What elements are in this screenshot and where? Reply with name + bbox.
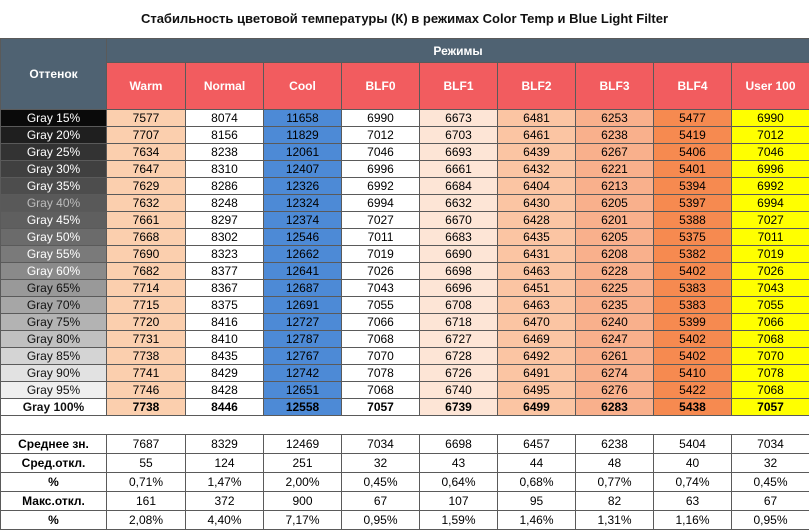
table-row bbox=[1, 348, 809, 365]
cell-normal: 8410 bbox=[186, 331, 264, 348]
cell-blf3: 6221 bbox=[576, 161, 654, 178]
stat-cell-blf1: 0,64% bbox=[420, 473, 498, 492]
color-temperature-table bbox=[0, 38, 809, 530]
stat-cell-blf4: 40 bbox=[654, 454, 732, 473]
row-label: Gray 85% bbox=[1, 348, 107, 365]
stat-cell-warm: 55 bbox=[107, 454, 186, 473]
cell-normal: 8248 bbox=[186, 195, 264, 212]
cell-warm: 7738 bbox=[107, 348, 186, 365]
cell-cool: 12324 bbox=[264, 195, 342, 212]
cell-blf2: 6461 bbox=[498, 127, 576, 144]
cell-warm: 7690 bbox=[107, 246, 186, 263]
stat-cell-cool: 2,00% bbox=[264, 473, 342, 492]
stat-cell-blf4: 63 bbox=[654, 492, 732, 511]
stat-cell-cool: 251 bbox=[264, 454, 342, 473]
cell-cool: 12374 bbox=[264, 212, 342, 229]
cell-blf0: 7019 bbox=[342, 246, 420, 263]
cell-blf0: 6992 bbox=[342, 178, 420, 195]
cell-user-100: 7011 bbox=[732, 229, 809, 246]
stat-cell-normal: 4,40% bbox=[186, 511, 264, 530]
stat-cell-blf2: 6457 bbox=[498, 435, 576, 454]
cell-blf0: 7078 bbox=[342, 365, 420, 382]
column-header-warm: Warm bbox=[107, 63, 186, 110]
stat-cell-blf2: 95 bbox=[498, 492, 576, 511]
cell-blf3: 6276 bbox=[576, 382, 654, 399]
cell-user-100: 7070 bbox=[732, 348, 809, 365]
cell-warm: 7738 bbox=[107, 399, 186, 416]
stat-cell-blf0: 32 bbox=[342, 454, 420, 473]
table-row bbox=[1, 314, 809, 331]
cell-blf1: 6661 bbox=[420, 161, 498, 178]
cell-user-100: 6992 bbox=[732, 178, 809, 195]
cell-blf0: 7068 bbox=[342, 382, 420, 399]
cell-cool: 12742 bbox=[264, 365, 342, 382]
cell-blf4: 5388 bbox=[654, 212, 732, 229]
cell-user-100: 7019 bbox=[732, 246, 809, 263]
row-label: Gray 55% bbox=[1, 246, 107, 263]
column-header-blf0: BLF0 bbox=[342, 63, 420, 110]
table-row bbox=[1, 297, 809, 314]
cell-blf2: 6470 bbox=[498, 314, 576, 331]
cell-normal: 8156 bbox=[186, 127, 264, 144]
table-row bbox=[1, 382, 809, 399]
cell-warm: 7715 bbox=[107, 297, 186, 314]
cell-blf1: 6727 bbox=[420, 331, 498, 348]
cell-cool: 12787 bbox=[264, 331, 342, 348]
cell-blf0: 7068 bbox=[342, 331, 420, 348]
cell-warm: 7632 bbox=[107, 195, 186, 212]
column-header-blf3: BLF3 bbox=[576, 63, 654, 110]
cell-user-100: 6994 bbox=[732, 195, 809, 212]
cell-blf0: 7057 bbox=[342, 399, 420, 416]
stat-cell-blf3: 0,77% bbox=[576, 473, 654, 492]
row-label: Gray 70% bbox=[1, 297, 107, 314]
cell-user-100: 7043 bbox=[732, 280, 809, 297]
cell-blf1: 6683 bbox=[420, 229, 498, 246]
cell-user-100: 7055 bbox=[732, 297, 809, 314]
cell-blf2: 6491 bbox=[498, 365, 576, 382]
table-row bbox=[1, 195, 809, 212]
cell-warm: 7661 bbox=[107, 212, 186, 229]
cell-cool: 12727 bbox=[264, 314, 342, 331]
stat-cell-blf2: 44 bbox=[498, 454, 576, 473]
table-row bbox=[1, 144, 809, 161]
cell-blf4: 5419 bbox=[654, 127, 732, 144]
cell-blf2: 6439 bbox=[498, 144, 576, 161]
cell-warm: 7731 bbox=[107, 331, 186, 348]
row-label: Gray 45% bbox=[1, 212, 107, 229]
cell-blf2: 6428 bbox=[498, 212, 576, 229]
cell-blf2: 6481 bbox=[498, 110, 576, 127]
stat-cell-blf4: 0,74% bbox=[654, 473, 732, 492]
statistics-rows bbox=[1, 435, 809, 530]
cell-blf2: 6430 bbox=[498, 195, 576, 212]
cell-normal: 8302 bbox=[186, 229, 264, 246]
row-label: Gray 15% bbox=[1, 110, 107, 127]
cell-blf2: 6435 bbox=[498, 229, 576, 246]
row-label: Gray 100% bbox=[1, 399, 107, 416]
cell-user-100: 7057 bbox=[732, 399, 809, 416]
cell-blf3: 6235 bbox=[576, 297, 654, 314]
stat-cell-blf3: 1,31% bbox=[576, 511, 654, 530]
cell-blf1: 6726 bbox=[420, 365, 498, 382]
stat-cell-warm: 7687 bbox=[107, 435, 186, 454]
cell-cool: 12061 bbox=[264, 144, 342, 161]
row-label: Gray 95% bbox=[1, 382, 107, 399]
cell-blf2: 6404 bbox=[498, 178, 576, 195]
stat-label: % bbox=[1, 473, 107, 492]
stat-cell-blf0: 0,45% bbox=[342, 473, 420, 492]
cell-blf1: 6708 bbox=[420, 297, 498, 314]
cell-cool: 12662 bbox=[264, 246, 342, 263]
row-label: Gray 30% bbox=[1, 161, 107, 178]
cell-normal: 8297 bbox=[186, 212, 264, 229]
cell-normal: 8429 bbox=[186, 365, 264, 382]
cell-blf2: 6492 bbox=[498, 348, 576, 365]
cell-cool: 12691 bbox=[264, 297, 342, 314]
stat-label: Среднее зн. bbox=[1, 435, 107, 454]
cell-warm: 7682 bbox=[107, 263, 186, 280]
stat-cell-normal: 8329 bbox=[186, 435, 264, 454]
cell-blf0: 7012 bbox=[342, 127, 420, 144]
cell-blf1: 6673 bbox=[420, 110, 498, 127]
cell-blf3: 6267 bbox=[576, 144, 654, 161]
stat-cell-blf3: 48 bbox=[576, 454, 654, 473]
cell-blf0: 7066 bbox=[342, 314, 420, 331]
cell-blf4: 5402 bbox=[654, 331, 732, 348]
cell-user-100: 7012 bbox=[732, 127, 809, 144]
stat-cell-user-100: 32 bbox=[732, 454, 809, 473]
stat-cell-blf0: 7034 bbox=[342, 435, 420, 454]
cell-blf1: 6696 bbox=[420, 280, 498, 297]
stat-cell-blf3: 6238 bbox=[576, 435, 654, 454]
cell-blf3: 6225 bbox=[576, 280, 654, 297]
cell-blf2: 6463 bbox=[498, 263, 576, 280]
cell-blf4: 5422 bbox=[654, 382, 732, 399]
stat-label: Макс.откл. bbox=[1, 492, 107, 511]
cell-blf3: 6261 bbox=[576, 348, 654, 365]
cell-blf2: 6432 bbox=[498, 161, 576, 178]
cell-normal: 8074 bbox=[186, 110, 264, 127]
cell-blf1: 6693 bbox=[420, 144, 498, 161]
cell-blf0: 7027 bbox=[342, 212, 420, 229]
cell-user-100: 7068 bbox=[732, 331, 809, 348]
row-label: Gray 90% bbox=[1, 365, 107, 382]
table-row bbox=[1, 263, 809, 280]
mode-header-row bbox=[1, 63, 809, 110]
row-label: Gray 20% bbox=[1, 127, 107, 144]
stat-cell-blf1: 107 bbox=[420, 492, 498, 511]
cell-blf4: 5399 bbox=[654, 314, 732, 331]
cell-normal: 8375 bbox=[186, 297, 264, 314]
table-row bbox=[1, 178, 809, 195]
table-row bbox=[1, 399, 809, 416]
cell-blf0: 7046 bbox=[342, 144, 420, 161]
cell-warm: 7720 bbox=[107, 314, 186, 331]
stat-cell-blf0: 0,95% bbox=[342, 511, 420, 530]
cell-blf1: 6690 bbox=[420, 246, 498, 263]
cell-normal: 8435 bbox=[186, 348, 264, 365]
stat-cell-blf1: 1,59% bbox=[420, 511, 498, 530]
stat-cell-blf1: 6698 bbox=[420, 435, 498, 454]
stat-cell-blf3: 82 bbox=[576, 492, 654, 511]
cell-blf4: 5410 bbox=[654, 365, 732, 382]
cell-normal: 8446 bbox=[186, 399, 264, 416]
row-label: Gray 75% bbox=[1, 314, 107, 331]
table-row bbox=[1, 127, 809, 144]
stat-cell-blf1: 43 bbox=[420, 454, 498, 473]
cell-warm: 7741 bbox=[107, 365, 186, 382]
stat-cell-blf2: 0,68% bbox=[498, 473, 576, 492]
cell-blf4: 5375 bbox=[654, 229, 732, 246]
cell-blf1: 6739 bbox=[420, 399, 498, 416]
cell-blf4: 5382 bbox=[654, 246, 732, 263]
cell-cool: 11658 bbox=[264, 110, 342, 127]
cell-blf2: 6431 bbox=[498, 246, 576, 263]
stat-cell-cool: 12469 bbox=[264, 435, 342, 454]
cell-user-100: 7046 bbox=[732, 144, 809, 161]
cell-user-100: 7078 bbox=[732, 365, 809, 382]
cell-blf0: 7026 bbox=[342, 263, 420, 280]
cell-blf2: 6495 bbox=[498, 382, 576, 399]
cell-blf3: 6240 bbox=[576, 314, 654, 331]
cell-blf4: 5477 bbox=[654, 110, 732, 127]
cell-user-100: 6990 bbox=[732, 110, 809, 127]
stat-cell-normal: 124 bbox=[186, 454, 264, 473]
stat-cell-blf4: 1,16% bbox=[654, 511, 732, 530]
table-row bbox=[1, 365, 809, 382]
spacer-row bbox=[1, 416, 809, 435]
cell-blf1: 6684 bbox=[420, 178, 498, 195]
cell-normal: 8416 bbox=[186, 314, 264, 331]
cell-cool: 11829 bbox=[264, 127, 342, 144]
cell-blf3: 6228 bbox=[576, 263, 654, 280]
stat-cell-cool: 7,17% bbox=[264, 511, 342, 530]
cell-cool: 12407 bbox=[264, 161, 342, 178]
stat-cell-blf4: 5404 bbox=[654, 435, 732, 454]
cell-warm: 7629 bbox=[107, 178, 186, 195]
cell-blf4: 5383 bbox=[654, 280, 732, 297]
row-label: Gray 65% bbox=[1, 280, 107, 297]
cell-cool: 12546 bbox=[264, 229, 342, 246]
cell-blf0: 6990 bbox=[342, 110, 420, 127]
stat-cell-normal: 372 bbox=[186, 492, 264, 511]
cell-normal: 8238 bbox=[186, 144, 264, 161]
stat-cell-blf2: 1,46% bbox=[498, 511, 576, 530]
table-row bbox=[1, 212, 809, 229]
cell-normal: 8367 bbox=[186, 280, 264, 297]
cell-blf3: 6247 bbox=[576, 331, 654, 348]
cell-user-100: 7068 bbox=[732, 382, 809, 399]
cell-cool: 12641 bbox=[264, 263, 342, 280]
stat-cell-warm: 161 bbox=[107, 492, 186, 511]
row-label: Gray 80% bbox=[1, 331, 107, 348]
cell-blf2: 6499 bbox=[498, 399, 576, 416]
cell-blf4: 5394 bbox=[654, 178, 732, 195]
column-header-blf2: BLF2 bbox=[498, 63, 576, 110]
cell-warm: 7634 bbox=[107, 144, 186, 161]
cell-normal: 8286 bbox=[186, 178, 264, 195]
cell-blf3: 6205 bbox=[576, 195, 654, 212]
cell-warm: 7577 bbox=[107, 110, 186, 127]
stat-cell-warm: 2,08% bbox=[107, 511, 186, 530]
cell-user-100: 7026 bbox=[732, 263, 809, 280]
row-label: Gray 25% bbox=[1, 144, 107, 161]
cell-cool: 12767 bbox=[264, 348, 342, 365]
stat-cell-user-100: 0,95% bbox=[732, 511, 809, 530]
cell-blf1: 6698 bbox=[420, 263, 498, 280]
cell-blf4: 5397 bbox=[654, 195, 732, 212]
cell-blf3: 6253 bbox=[576, 110, 654, 127]
stat-row bbox=[1, 511, 809, 530]
table-row bbox=[1, 161, 809, 178]
stat-cell-user-100: 7034 bbox=[732, 435, 809, 454]
cell-blf0: 6994 bbox=[342, 195, 420, 212]
cell-blf1: 6670 bbox=[420, 212, 498, 229]
cell-blf0: 7055 bbox=[342, 297, 420, 314]
column-header-blf4: BLF4 bbox=[654, 63, 732, 110]
row-label: Gray 50% bbox=[1, 229, 107, 246]
stat-cell-normal: 1,47% bbox=[186, 473, 264, 492]
cell-cool: 12651 bbox=[264, 382, 342, 399]
cell-blf0: 6996 bbox=[342, 161, 420, 178]
cell-blf1: 6740 bbox=[420, 382, 498, 399]
cell-blf3: 6283 bbox=[576, 399, 654, 416]
cell-blf0: 7011 bbox=[342, 229, 420, 246]
cell-warm: 7668 bbox=[107, 229, 186, 246]
cell-normal: 8428 bbox=[186, 382, 264, 399]
cell-blf1: 6728 bbox=[420, 348, 498, 365]
stat-cell-blf0: 67 bbox=[342, 492, 420, 511]
table-row bbox=[1, 229, 809, 246]
cell-blf4: 5383 bbox=[654, 297, 732, 314]
cell-blf2: 6451 bbox=[498, 280, 576, 297]
cell-blf4: 5438 bbox=[654, 399, 732, 416]
column-header-user-100: User 100 bbox=[732, 63, 809, 110]
chart-title: Стабильность цветовой температуры (К) в режимах Color Temp и Blue Light Filter bbox=[0, 0, 809, 38]
cell-blf0: 7070 bbox=[342, 348, 420, 365]
cell-blf1: 6632 bbox=[420, 195, 498, 212]
cell-blf2: 6463 bbox=[498, 297, 576, 314]
column-header-cool: Cool bbox=[264, 63, 342, 110]
cell-blf4: 5402 bbox=[654, 348, 732, 365]
cell-normal: 8377 bbox=[186, 263, 264, 280]
table-row bbox=[1, 331, 809, 348]
data-rows bbox=[1, 110, 809, 416]
stat-row bbox=[1, 454, 809, 473]
cell-blf3: 6208 bbox=[576, 246, 654, 263]
cell-normal: 8310 bbox=[186, 161, 264, 178]
stat-cell-user-100: 67 bbox=[732, 492, 809, 511]
cell-warm: 7647 bbox=[107, 161, 186, 178]
group-header-modes: Режимы bbox=[107, 39, 809, 63]
row-label: Gray 35% bbox=[1, 178, 107, 195]
cell-user-100: 7027 bbox=[732, 212, 809, 229]
stat-label: % bbox=[1, 511, 107, 530]
cell-warm: 7707 bbox=[107, 127, 186, 144]
cell-warm: 7746 bbox=[107, 382, 186, 399]
cell-cool: 12558 bbox=[264, 399, 342, 416]
cell-user-100: 6996 bbox=[732, 161, 809, 178]
stat-row bbox=[1, 492, 809, 511]
cell-blf3: 6213 bbox=[576, 178, 654, 195]
cell-normal: 8323 bbox=[186, 246, 264, 263]
stat-cell-cool: 900 bbox=[264, 492, 342, 511]
column-header-normal: Normal bbox=[186, 63, 264, 110]
cell-blf1: 6703 bbox=[420, 127, 498, 144]
cell-cool: 12687 bbox=[264, 280, 342, 297]
cell-blf4: 5401 bbox=[654, 161, 732, 178]
cell-blf3: 6274 bbox=[576, 365, 654, 382]
stat-row bbox=[1, 435, 809, 454]
column-header-blf1: BLF1 bbox=[420, 63, 498, 110]
table-row bbox=[1, 280, 809, 297]
table-row bbox=[1, 110, 809, 127]
stat-cell-warm: 0,71% bbox=[107, 473, 186, 492]
stat-row bbox=[1, 473, 809, 492]
cell-blf2: 6469 bbox=[498, 331, 576, 348]
cell-warm: 7714 bbox=[107, 280, 186, 297]
row-label: Gray 60% bbox=[1, 263, 107, 280]
cell-blf3: 6201 bbox=[576, 212, 654, 229]
cell-cool: 12326 bbox=[264, 178, 342, 195]
row-header-shade: Оттенок bbox=[1, 39, 107, 110]
cell-blf1: 6718 bbox=[420, 314, 498, 331]
cell-blf3: 6238 bbox=[576, 127, 654, 144]
row-label: Gray 40% bbox=[1, 195, 107, 212]
table-row bbox=[1, 246, 809, 263]
cell-user-100: 7066 bbox=[732, 314, 809, 331]
stat-label: Сред.откл. bbox=[1, 454, 107, 473]
cell-blf4: 5406 bbox=[654, 144, 732, 161]
stat-cell-user-100: 0,45% bbox=[732, 473, 809, 492]
cell-blf3: 6205 bbox=[576, 229, 654, 246]
cell-blf0: 7043 bbox=[342, 280, 420, 297]
cell-blf4: 5402 bbox=[654, 263, 732, 280]
